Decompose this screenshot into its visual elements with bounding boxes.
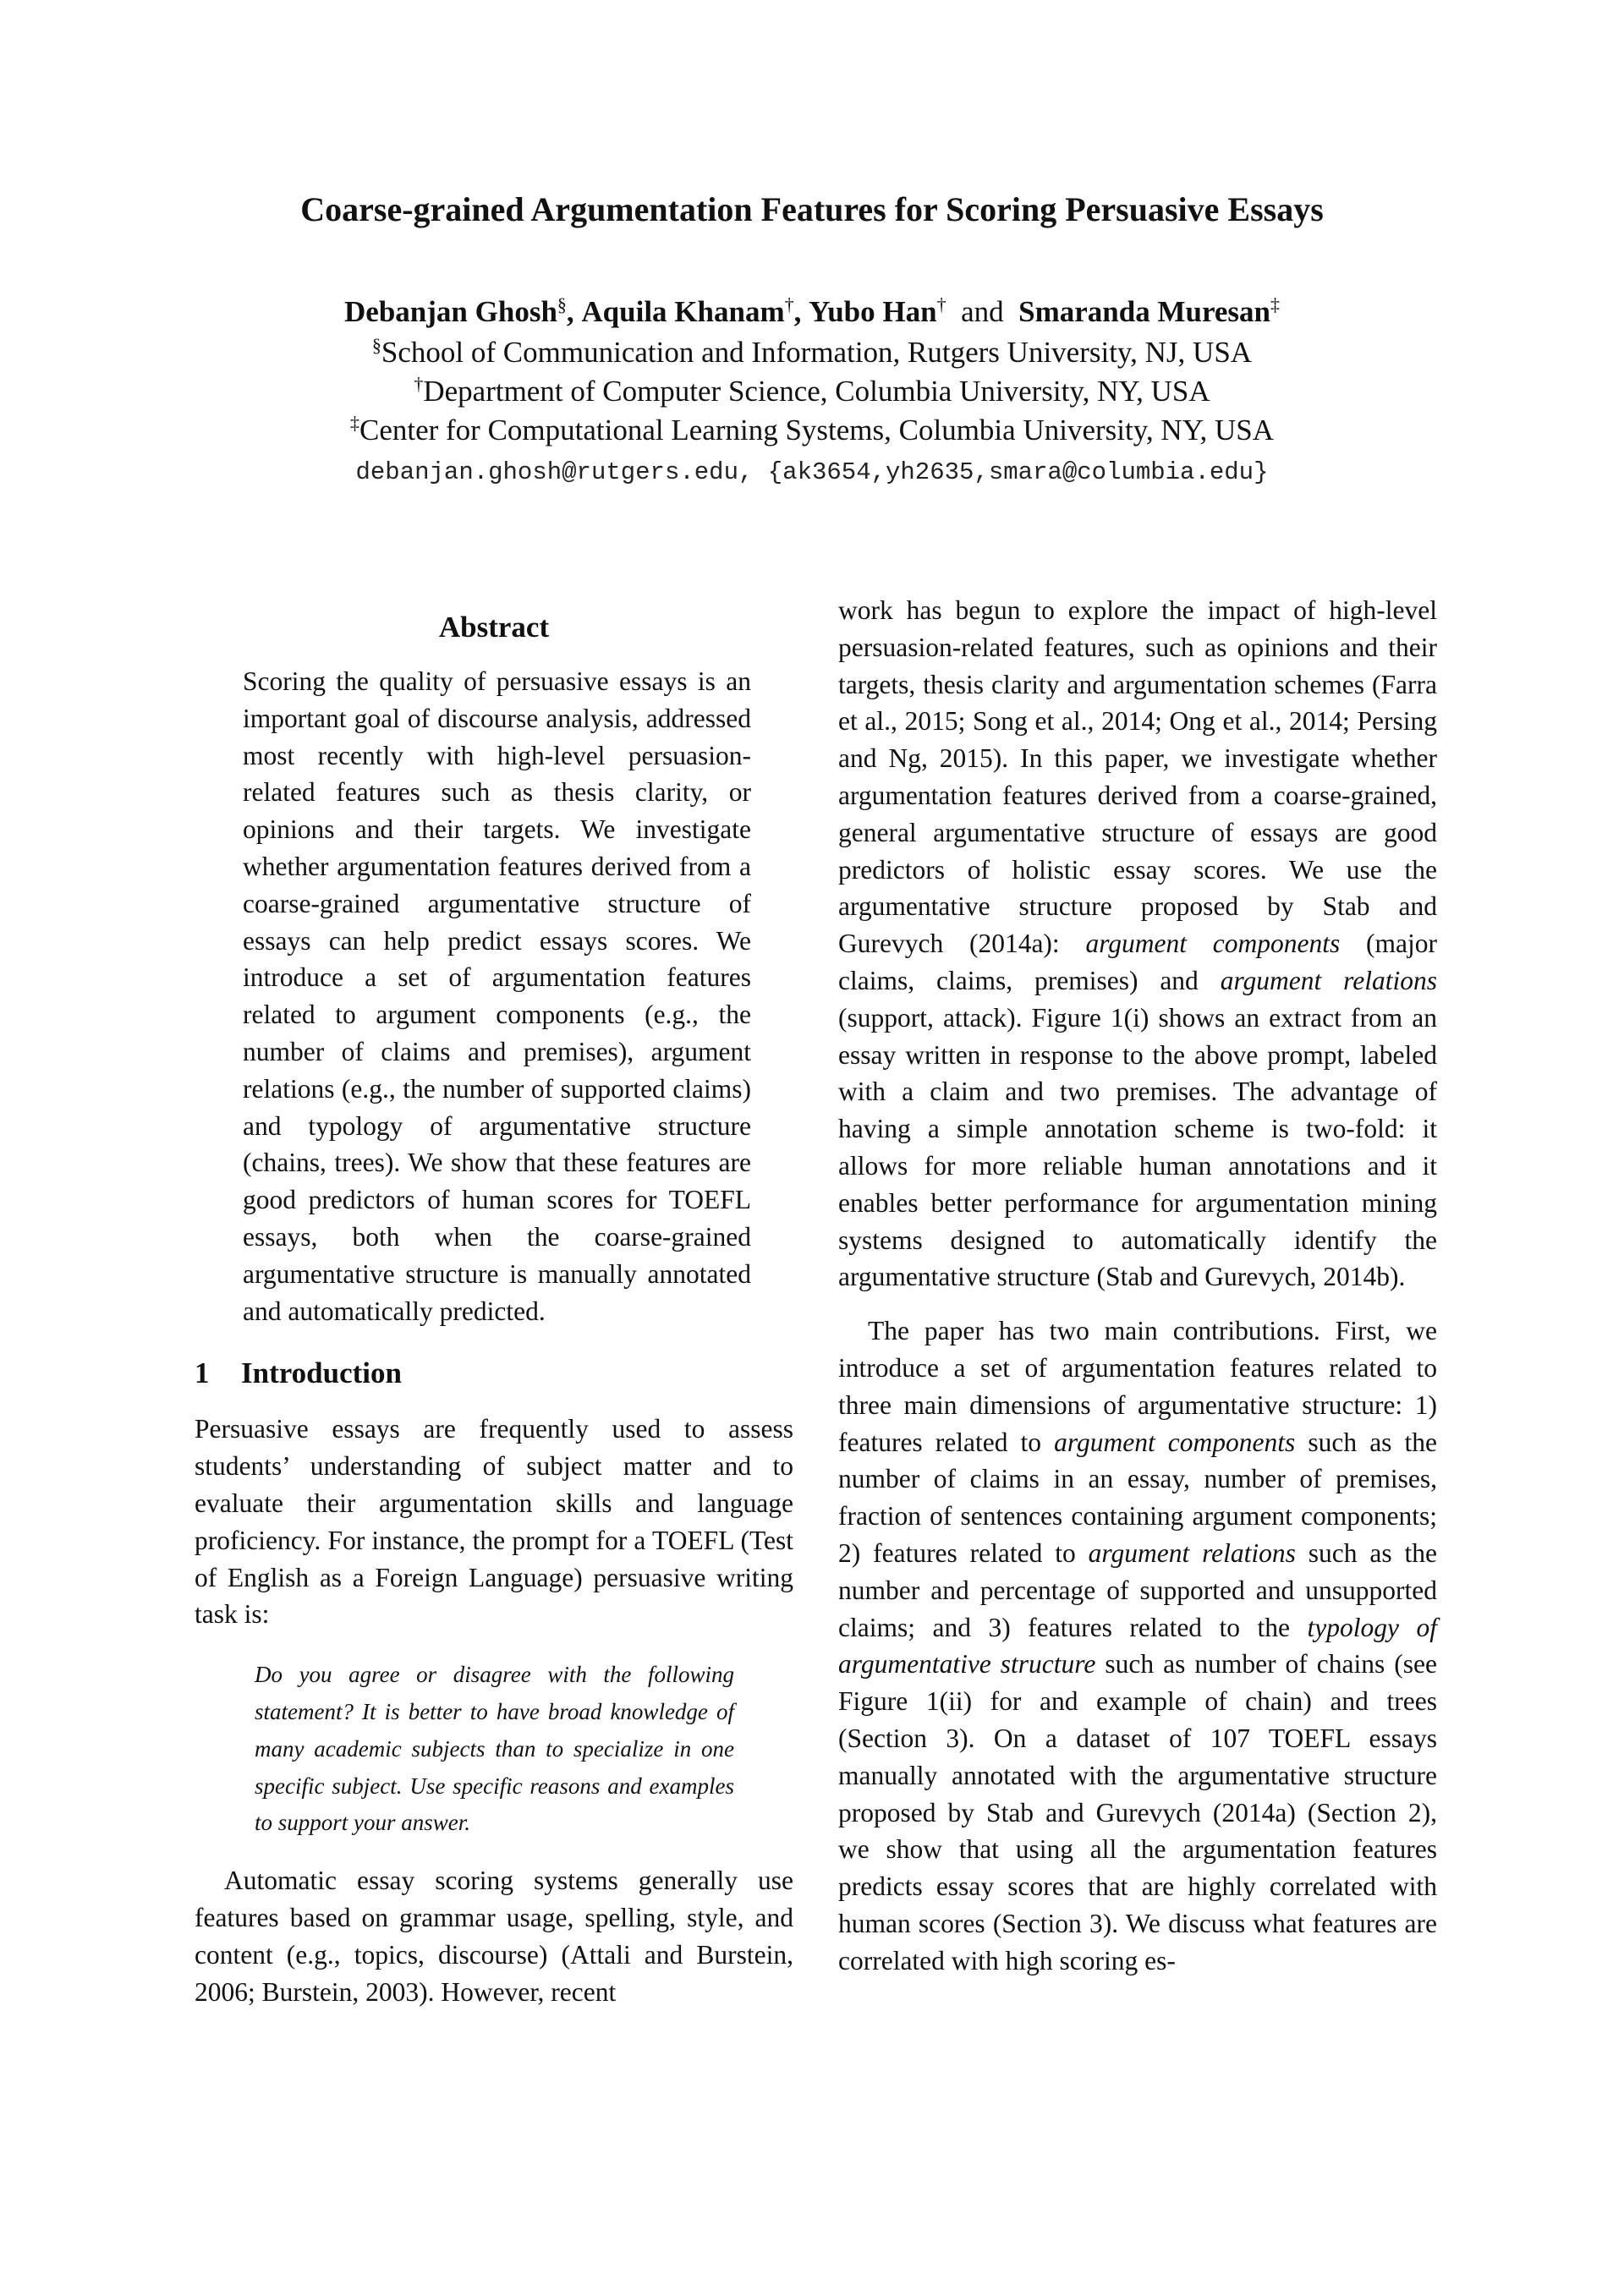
affiliation-mark: † bbox=[414, 373, 424, 395]
section-title: Introduction bbox=[241, 1356, 402, 1390]
author-name: Smaranda Muresan bbox=[1018, 295, 1270, 328]
text-run: such as the number of claims in an essay, number of premises, fraction of sentences containing argument components; 2) features related to bbox=[838, 1427, 1438, 1568]
emphasis: typology of argumentative structure bbox=[838, 1612, 1437, 1680]
author-list bbox=[0, 293, 1624, 332]
emphasis: argument components bbox=[1054, 1427, 1296, 1457]
emphasis: argument components bbox=[1085, 929, 1341, 959]
author-mark: † bbox=[936, 293, 946, 315]
author-name: Aquila Khanam bbox=[581, 295, 785, 328]
left-column bbox=[195, 592, 793, 2010]
paragraph: Persuasive essays are frequently used to assess students’ understanding of subject matter and to evaluate their argumentation skills and language proficiency. For instance, the prompt for a TOEFL (Test of English as a Foreign Language) persuasive writing task is: bbox=[195, 1414, 793, 1630]
author-mark: † bbox=[784, 293, 794, 315]
paragraph: Automatic essay scoring systems generally use features based on grammar usage, spelling, style, and content (e.g., topics, discourse) (Attali and Burstein, 2006; Burstein, 2003). However, recent bbox=[195, 1866, 793, 2007]
text-run: such as the number and percentage of supported and unsupported claims; and 3) features related to the bbox=[838, 1537, 1437, 1642]
affiliation bbox=[0, 372, 1624, 411]
affiliation-mark: § bbox=[371, 334, 381, 356]
affiliation-mark: ‡ bbox=[349, 412, 359, 434]
section-heading bbox=[195, 1355, 793, 1392]
author-mark: § bbox=[557, 293, 567, 315]
author-emails: debanjan.ghosh@rutgers.edu, {ak3654,yh2635,smara@columbia.edu} bbox=[355, 458, 1269, 486]
affiliation-text: Department of Computer Science, Columbia University, NY, USA bbox=[423, 375, 1210, 408]
paper-title: Coarse-grained Argumentation Features for Scoring Persuasive Essays bbox=[300, 190, 1324, 228]
text-run: such as number of chains (see Figure 1(ii) for and example of chain) and trees (Section 3). On a dataset of 107 TOEFL essays manually annotated with the argumentative structure proposed by Stab and Gurevych (2014a) (Section 2), we show that using all the argumentation features predicts essay scores that are highly correlated with human scores (Section 3). We discuss what features are correlated with high scoring es- bbox=[838, 1649, 1437, 1975]
author-name: Debanjan Ghosh bbox=[344, 295, 557, 328]
text-run: The paper has two main contributions. First, we introduce a set of argumentation features related to three main dimensions of argumentative structure: 1) features related to bbox=[838, 1316, 1437, 1457]
paragraph bbox=[838, 592, 1437, 1296]
author-separator: , bbox=[566, 295, 574, 328]
block-quote: Do you agree or disagree with the following statement? It is better to have broad knowledge of many academic subjects than to specialize in one specific subject. Use specific reasons and examples to support your answer. bbox=[255, 1662, 734, 1836]
abstract-heading: Abstract bbox=[438, 611, 550, 644]
abstract-text: Scoring the quality of persuasive essays is an important goal of discourse analysis, addressed most recently with high-level persuasion-related features such as thesis clarity, or opinions and their targets. We investigate whether argumentation features derived from a coarse-grained argumentative structure of essays can help predict essays scores. We introduce a set of argumentation features related to argument components (e.g., the number of claims and premises), argument relations (e.g., the number of supported claims) and typology of argumentative structure (chains, trees). We show that these features are good predictors of human scores for TOEFL essays, both when the coarse-grained argumentative structure is manually annotated and automatically predicted. bbox=[243, 666, 751, 1326]
author-mark: ‡ bbox=[1270, 293, 1280, 315]
affiliation bbox=[0, 411, 1624, 450]
text-run: work has begun to explore the impact of high-level persuasion-related features, such as opinions and their targets, thesis clarity and argumentation schemes (Farra et al., 2015; Song et al., 2014; Ong et al., 2014; Persing and Ng, 2015). In this paper, we investigate whether argumentation features derived from a coarse-grained, general argumentative structure of essays are good predictors of holistic essay scores. We use the argumentative structure proposed by Stab and Gurevych (2014a): bbox=[838, 595, 1437, 959]
emphasis: argument relations bbox=[1220, 965, 1437, 995]
emphasis: argument relations bbox=[1088, 1537, 1296, 1568]
author-name: Yubo Han bbox=[809, 295, 937, 328]
text-run: (major claims, claims, premises) and bbox=[838, 929, 1437, 995]
paragraph bbox=[838, 1312, 1437, 1979]
affiliation-text: Center for Computational Learning Systems, Columbia University, NY, USA bbox=[359, 414, 1274, 447]
author-separator: , bbox=[793, 295, 802, 328]
author-conjunction: and bbox=[961, 295, 1004, 328]
section-number: 1 bbox=[195, 1356, 210, 1390]
affiliation bbox=[0, 333, 1624, 372]
affiliation-text: School of Communication and Information, Rutgers University, NJ, USA bbox=[381, 336, 1253, 369]
text-run: (support, attack). Figure 1(i) shows an extract from an essay written in response to the above prompt, labeled with a claim and two premises. The advantage of having a simple annotation scheme is two-fold: it allows for more reliable human annotations and it enables better performance for argumentation mining systems designed to automatically identify the argumentative structure (Stab and Gurevych, 2014b). bbox=[838, 1002, 1437, 1292]
right-column bbox=[838, 592, 1437, 1979]
